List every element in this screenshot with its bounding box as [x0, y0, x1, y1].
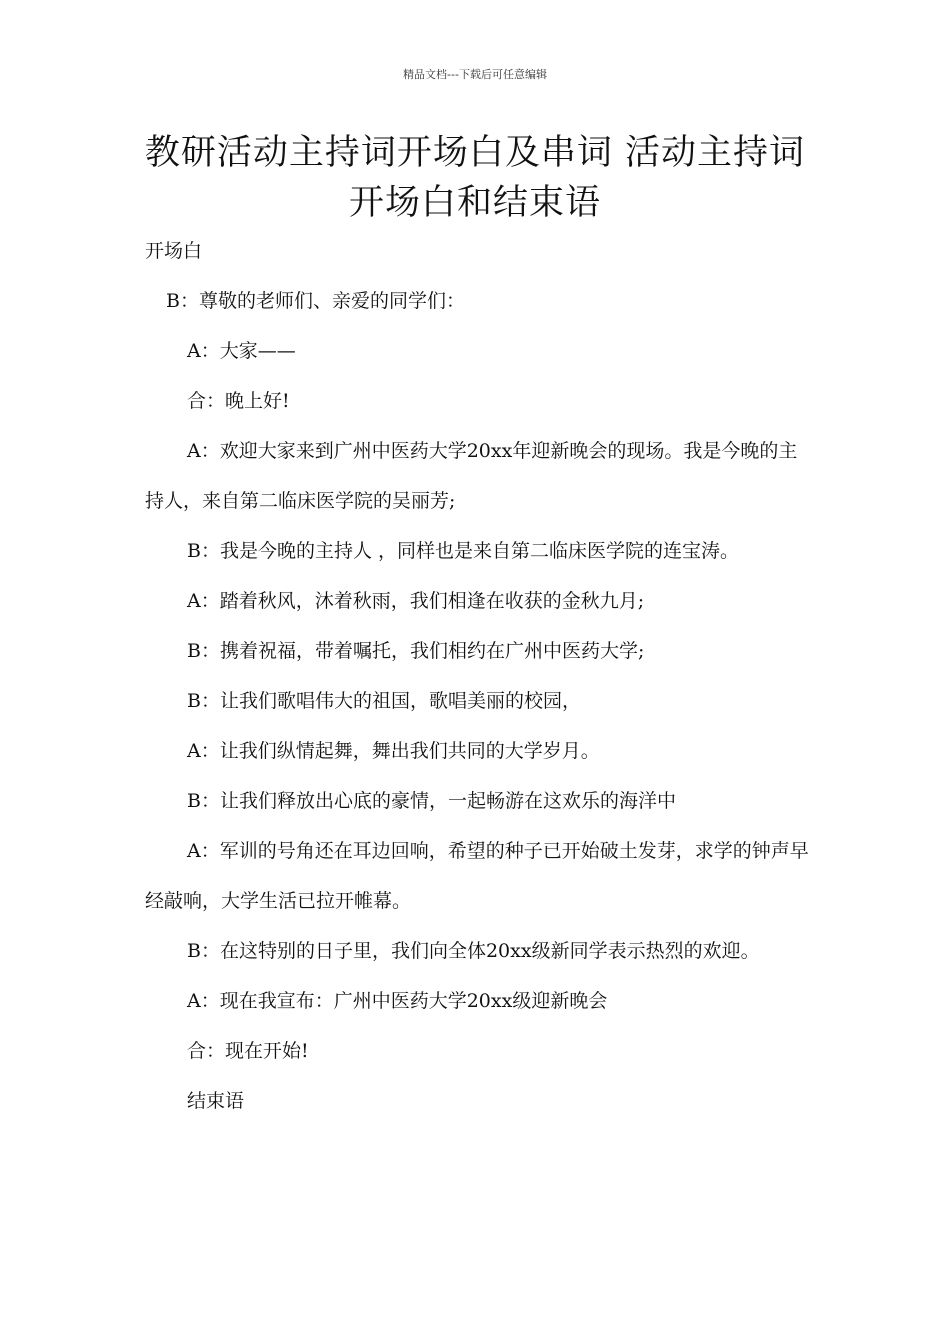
paragraph: 合：现在开始!: [187, 1040, 309, 1062]
paragraph: A：军训的号角还在耳边回响，希望的种子已开始破土发芽，求学的钟声早经敲响，大学生活已拉开帷幕。: [145, 840, 809, 912]
paragraph: B：携着祝福，带着嘱托，我们相约在广州中医药大学;: [187, 640, 645, 662]
paragraph: B：尊敬的老师们、亲爱的同学们：: [166, 290, 465, 312]
paragraph: B：让我们释放出心底的豪情，一起畅游在这欢乐的海洋中: [187, 790, 676, 812]
section-heading-opening: 开场白: [145, 240, 203, 262]
paragraph: B：在这特别的日子里，我们向全体20xx级新同学表示热烈的欢迎。: [187, 940, 760, 962]
paragraph: A：现在我宣布：广州中医药大学20xx级迎新晚会: [187, 990, 608, 1012]
paragraph: A：欢迎大家来到广州中医药大学20xx年迎新晚会的现场。我是今晚的主持人，来自第二临床医学院的吴丽芳;: [145, 440, 798, 512]
paragraph: B：我是今晚的主持人 ，同样也是来自第二临床医学院的连宝涛。: [187, 540, 740, 562]
document-title: 教研活动主持词开场白及串词 活动主持词开场白和结束语: [144, 133, 806, 223]
paragraph: B：让我们歌唱伟大的祖国，歌唱美丽的校园，: [187, 690, 581, 712]
page-header-note: 精品文档---下载后可任意编辑: [403, 68, 547, 81]
paragraph: 合：晚上好!: [187, 390, 290, 412]
section-heading-closing: 结束语: [187, 1090, 245, 1112]
paragraph: A：大家——: [187, 340, 296, 362]
paragraph: A：踏着秋风，沐着秋雨，我们相逢在收获的金秋九月;: [187, 590, 645, 612]
document-body: [145, 226, 810, 1126]
paragraph: A：让我们纵情起舞，舞出我们共同的大学岁月。: [187, 740, 600, 762]
